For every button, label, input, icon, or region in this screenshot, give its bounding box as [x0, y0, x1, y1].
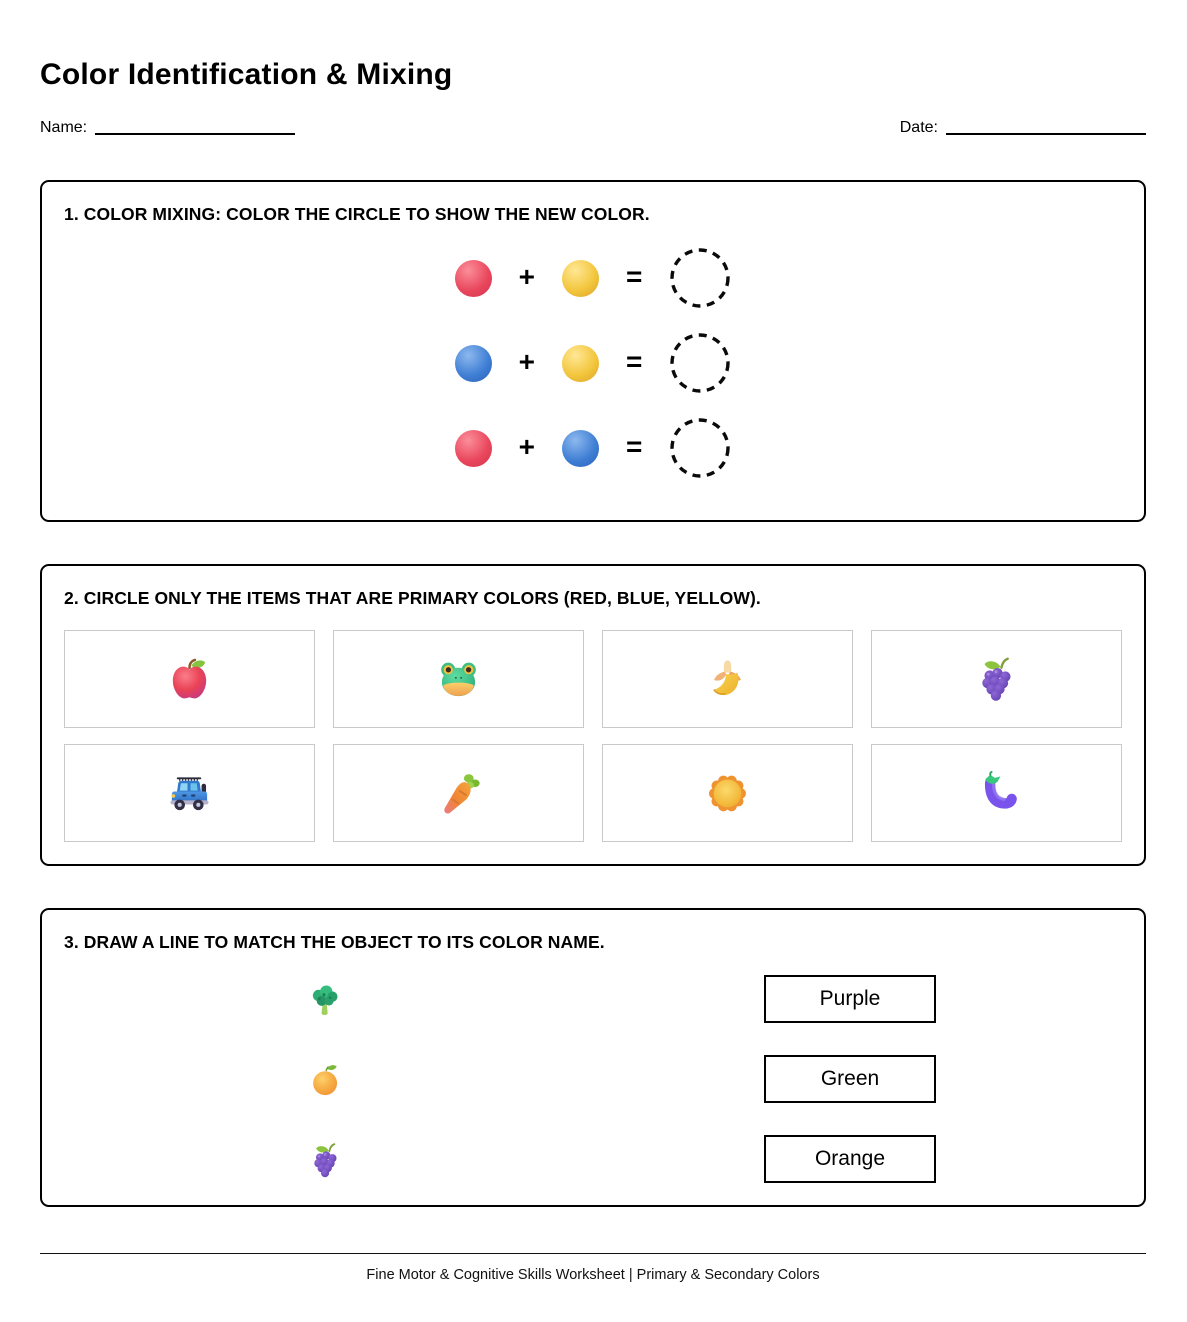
equals-sign: =: [626, 431, 643, 462]
item-card-carrot[interactable]: [333, 744, 584, 842]
grapes-icon: [307, 1142, 344, 1179]
mixing-row-red-blue: [455, 417, 732, 479]
name-label: Name:: [40, 119, 88, 136]
banana-icon: [704, 656, 751, 703]
date-input-line[interactable]: [946, 132, 1146, 135]
match-labels-column: [764, 975, 936, 1183]
footer-text: Fine Motor & Cognitive Skills Worksheet | Primary & Secondary Colors: [366, 1267, 820, 1283]
answer-circle-3[interactable]: [669, 417, 731, 479]
match-area: [64, 952, 1122, 1183]
items-grid: [64, 630, 1122, 842]
section2-heading: 2. CIRCLE ONLY THE ITEMS THAT ARE PRIMARY COLORS (RED, BLUE, YELLOW).: [64, 588, 761, 608]
red-circle-icon: [455, 260, 492, 297]
item-card-blue-car[interactable]: [64, 744, 315, 842]
equals-sign: =: [626, 261, 643, 292]
page-footer: [40, 1253, 1146, 1283]
color-name-box-green[interactable]: Green: [764, 1055, 936, 1103]
section3-heading: 3. DRAW A LINE TO MATCH THE OBJECT TO ITS COLOR NAME.: [64, 932, 605, 952]
match-object-broccoli[interactable]: [305, 960, 345, 1040]
broccoli-icon: [307, 982, 344, 1019]
footer-divider: [40, 1253, 1146, 1254]
carrot-icon: [435, 770, 482, 817]
section-color-mixing: [40, 180, 1146, 522]
plus-sign: +: [518, 261, 535, 292]
apple-icon: [166, 656, 213, 703]
mixing-row-blue-yellow: [455, 332, 732, 394]
yellow-circle-icon: [562, 260, 599, 297]
item-card-apple[interactable]: [64, 630, 315, 728]
match-object-grapes[interactable]: [305, 1120, 345, 1200]
sun-icon: [704, 770, 751, 817]
item-card-banana[interactable]: [602, 630, 853, 728]
section-color-matching: [40, 908, 1146, 1207]
date-field: [900, 119, 1146, 138]
answer-circle-2[interactable]: [669, 332, 731, 394]
name-date-row: [40, 119, 1146, 138]
color-name-box-purple[interactable]: Purple: [764, 975, 936, 1023]
name-input-line[interactable]: [95, 132, 295, 135]
item-card-grapes[interactable]: [871, 630, 1122, 728]
date-label: Date:: [899, 119, 938, 136]
section-primary-colors: [40, 564, 1146, 866]
grapes-icon: [973, 656, 1020, 703]
plus-sign: +: [518, 346, 535, 377]
frog-icon: [435, 656, 482, 703]
yellow-circle-icon: [562, 345, 599, 382]
mixing-rows: [64, 247, 1122, 479]
match-object-orange[interactable]: [305, 1040, 345, 1120]
color-name-box-orange[interactable]: Orange: [764, 1135, 936, 1183]
plus-sign: +: [518, 431, 535, 462]
blue-car-icon: [166, 770, 213, 817]
equals-sign: =: [626, 346, 643, 377]
answer-circle-1[interactable]: [669, 247, 731, 309]
item-card-eggplant[interactable]: [871, 744, 1122, 842]
eggplant-icon: [973, 770, 1020, 817]
section1-heading: 1. COLOR MIXING: COLOR THE CIRCLE TO SHOW THE NEW COLOR.: [64, 204, 650, 224]
mixing-row-red-yellow: [455, 247, 732, 309]
red-circle-icon: [455, 430, 492, 467]
match-objects-column: [305, 960, 345, 1200]
name-field: [40, 119, 295, 138]
orange-icon: [307, 1062, 344, 1099]
item-card-frog[interactable]: [333, 630, 584, 728]
item-card-sun[interactable]: [602, 744, 853, 842]
page-title: Color Identification & Mixing: [40, 58, 453, 91]
blue-circle-icon: [455, 345, 492, 382]
blue-circle-icon: [562, 430, 599, 467]
